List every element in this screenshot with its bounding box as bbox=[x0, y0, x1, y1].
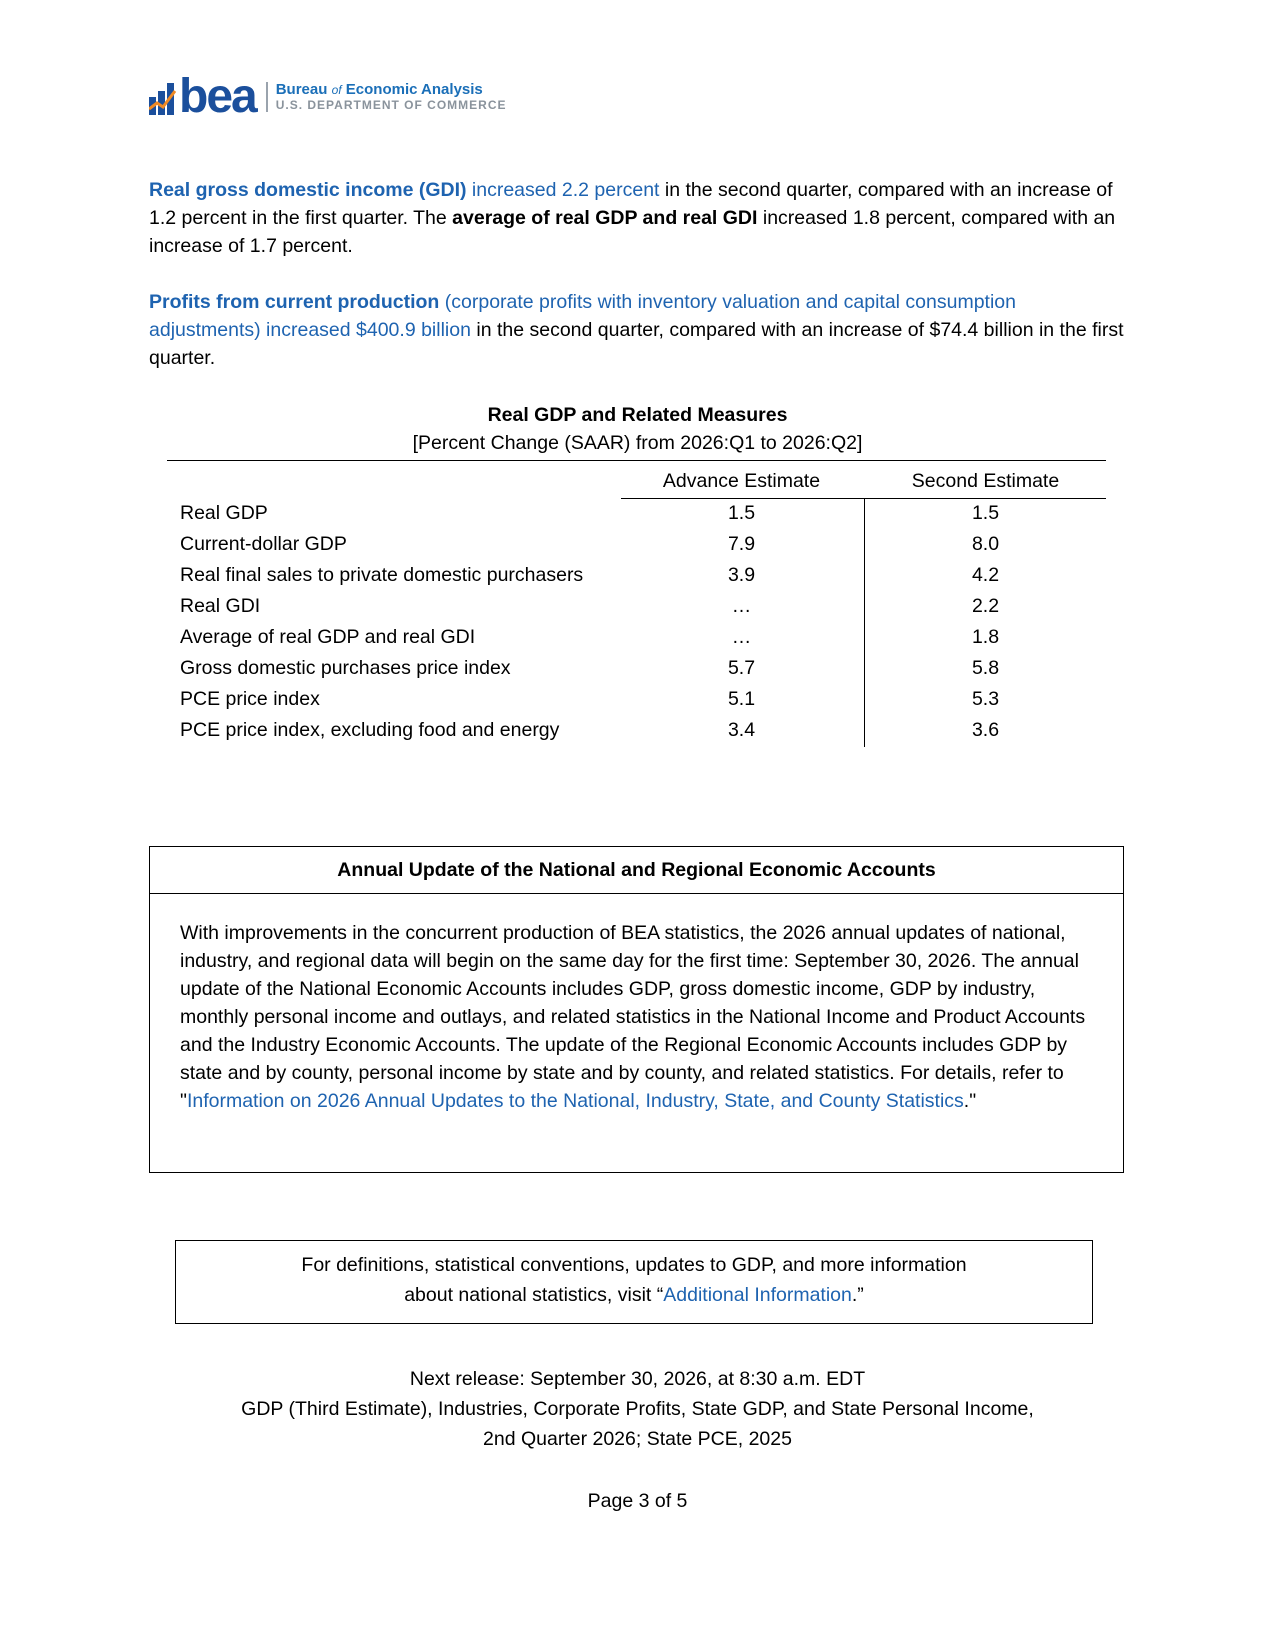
bea-logo[interactable] bbox=[149, 70, 507, 123]
logo-department: U.S. DEPARTMENT OF COMMERCE bbox=[275, 97, 507, 112]
row-label: PCE price index, excluding food and energy bbox=[180, 719, 560, 741]
advance-value: 3.9 bbox=[727, 564, 756, 586]
advance-value: … bbox=[731, 626, 752, 648]
bea-chart-logo-icon bbox=[149, 79, 177, 115]
table-row bbox=[0, 688, 1275, 719]
table-row bbox=[0, 533, 1275, 564]
advance-value: 3.4 bbox=[727, 719, 756, 741]
logo-agency-name bbox=[276, 82, 507, 113]
logo-bureau-name: Bureau of Economic Analysis bbox=[275, 80, 483, 98]
gdi-paragraph bbox=[149, 176, 1124, 260]
table-row bbox=[0, 719, 1275, 750]
table-row bbox=[0, 564, 1275, 595]
annual-update-text: With improvements in the concurrent production of BEA statistics, the 2026 annual updates of national, industry, and regional data will begin on the same day for the first time: September 30, 2026. The annual update of the National Economic Accounts includes GDP, gross domestic income, GDP by industry, monthly personal income and outlays, and related statistics in the National Income and Product Accounts and the Industry Economic Accounts. The update of the Regional Economic Accounts includes GDP by state and by county, personal income by state and by county, and related statistics. For details, refer to " bbox=[180, 922, 1086, 1112]
annual-update-heading: Annual Update of the National and Regional Economic Accounts bbox=[150, 847, 1123, 894]
row-label: Current-dollar GDP bbox=[180, 533, 347, 555]
page-number: Page 3 of 5 bbox=[587, 1490, 688, 1512]
column-header-advance: Advance Estimate bbox=[662, 470, 821, 492]
table-row bbox=[0, 626, 1275, 657]
additional-information-link[interactable]: Additional Information bbox=[663, 1284, 852, 1306]
row-label: Real GDP bbox=[180, 502, 268, 524]
profits-paragraph bbox=[149, 288, 1124, 372]
row-label: Average of real GDP and real GDI bbox=[180, 626, 476, 648]
profits-link[interactable]: (corporate profits with inventory valuation and capital consumption adjustments) increased $400.9 billion bbox=[149, 291, 1016, 341]
table-subtitle: [Percent Change (SAAR) from 2026:Q1 to 2026:Q2] bbox=[412, 432, 863, 454]
gdi-link[interactable]: increased 2.2 percent bbox=[466, 179, 660, 201]
row-label: Gross domestic purchases price index bbox=[180, 657, 511, 679]
additional-info-line-1: For definitions, statistical conventions, updates to GDP, and more information bbox=[301, 1254, 967, 1276]
additional-info-line-2: about national statistics, visit “Additional Information.” bbox=[404, 1284, 864, 1306]
annual-update-tail: ." bbox=[963, 1090, 977, 1112]
advance-value: 5.7 bbox=[727, 657, 756, 679]
second-value: 5.8 bbox=[971, 657, 1000, 679]
second-value: 1.8 bbox=[971, 626, 1000, 648]
advance-value: 1.5 bbox=[727, 502, 756, 524]
second-value: 8.0 bbox=[971, 533, 1000, 555]
gdi-heading: Real gross domestic income (GDI) bbox=[149, 179, 467, 201]
second-value: 2.2 bbox=[971, 595, 1000, 617]
advance-value: 5.1 bbox=[727, 688, 756, 710]
next-release-date: Next release: September 30, 2026, at 8:30 a.m. EDT bbox=[409, 1368, 866, 1390]
table-row bbox=[0, 595, 1275, 626]
second-value: 4.2 bbox=[971, 564, 1000, 586]
column-header-second: Second Estimate bbox=[911, 470, 1060, 492]
next-release bbox=[0, 1364, 1275, 1454]
table-title: Real GDP and Related Measures bbox=[487, 404, 788, 426]
next-release-topics-cont: 2nd Quarter 2026; State PCE, 2025 bbox=[483, 1428, 792, 1450]
second-value: 5.3 bbox=[971, 688, 1000, 710]
advance-value: … bbox=[731, 595, 752, 617]
table-row bbox=[0, 502, 1275, 533]
advance-value: 7.9 bbox=[727, 533, 756, 555]
logo-divider bbox=[266, 82, 268, 112]
annual-update-body bbox=[180, 919, 1100, 1115]
annual-updates-info-link[interactable]: Information on 2026 Annual Updates to the National, Industry, State, and County Statistics bbox=[186, 1090, 964, 1112]
row-label: Real final sales to private domestic purchasers bbox=[180, 564, 584, 586]
gdi-text-1: in the second quarter, compared with an increase of 1.2 percent in the first quarter. The bbox=[149, 179, 1113, 229]
annual-update-box bbox=[149, 846, 1124, 1173]
logo-wordmark: bea bbox=[179, 70, 256, 123]
next-release-topics: GDP (Third Estimate), Industries, Corporate Profits, State GDP, and State Personal Income, bbox=[241, 1398, 1034, 1420]
row-label: PCE price index bbox=[180, 688, 320, 710]
gdi-text-2: increased 1.8 percent, compared with an increase of 1.7 percent. bbox=[149, 207, 1116, 257]
table-row bbox=[0, 657, 1275, 688]
row-label: Real GDI bbox=[180, 595, 261, 617]
gdi-average-bold: average of real GDP and real GDI bbox=[452, 207, 758, 229]
table-top-rule bbox=[167, 460, 1106, 461]
additional-info-box bbox=[175, 1240, 1093, 1324]
profits-text: in the second quarter, compared with an increase of $74.4 billion in the first quarter. bbox=[149, 319, 1124, 369]
second-value: 1.5 bbox=[971, 502, 1000, 524]
second-value: 3.6 bbox=[971, 719, 1000, 741]
profits-heading: Profits from current production bbox=[149, 291, 440, 313]
